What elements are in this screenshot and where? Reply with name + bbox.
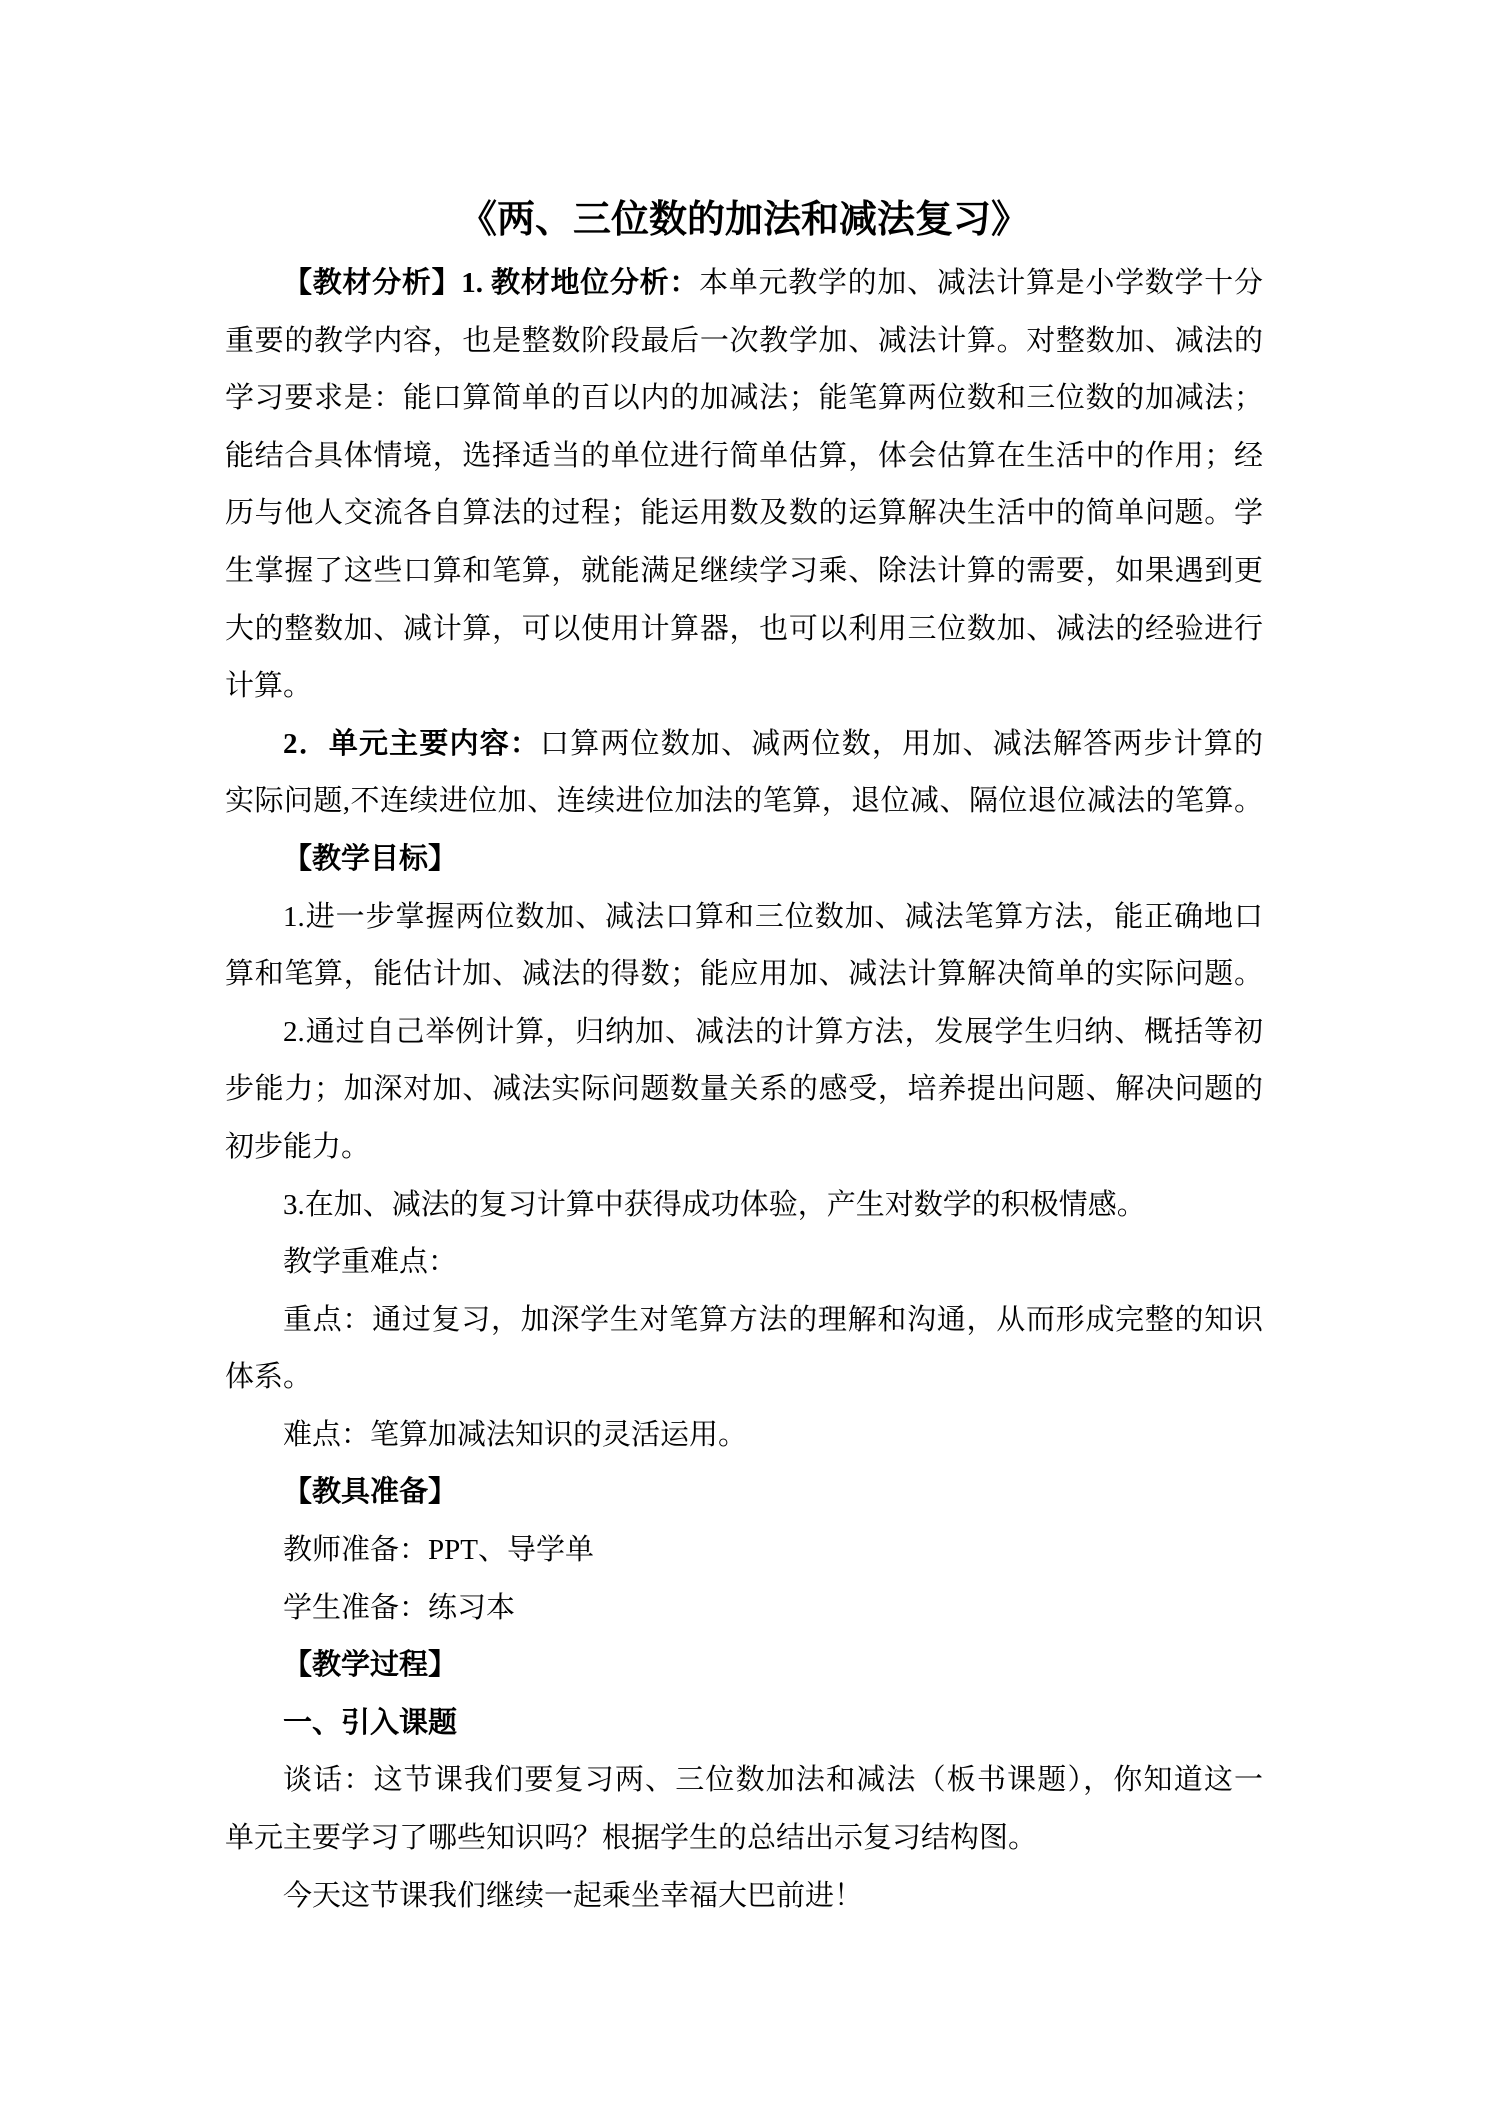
text-line (225, 485, 1263, 543)
text-run: 实际问题,不连续进位加、连续进位加法的笔算，退位减、隔位退位减法的笔算。 (225, 785, 1263, 818)
text-run: 重点：通过复习，加深学生对笔算方法的理解和沟通，从而形成完整的知识 (283, 1303, 1263, 1336)
text-line (225, 1580, 1263, 1638)
text-line (225, 1004, 1263, 1062)
text-line (225, 1349, 1263, 1407)
text-line (225, 370, 1263, 428)
text-line (225, 889, 1263, 947)
text-run: 教师准备：PPT、导学单 (283, 1534, 594, 1567)
text-run: 能结合具体情境，选择适当的单位进行简单估算，体会估算在生活中的作用；经 (225, 439, 1263, 472)
text-line (225, 658, 1263, 716)
text-run: 3.在加、减法的复习计算中获得成功体验，产生对数学的积极情感。 (283, 1188, 1146, 1221)
text-line (225, 1234, 1263, 1292)
text-line (225, 716, 1263, 774)
text-line (225, 1868, 1263, 1926)
text-line (225, 1177, 1263, 1235)
text-run: 口算两位数加、减两位数，用加、减法解答两步计算的 (540, 727, 1263, 760)
text-line (225, 1752, 1263, 1810)
text-run: 学生准备：练习本 (283, 1591, 516, 1624)
text-run-bold: 【教具准备】 (283, 1476, 458, 1509)
text-run: 2.通过自己举例计算，归纳加、减法的计算方法，发展学生归纳、概括等初 (283, 1015, 1263, 1048)
text-run: 初步能力。 (225, 1130, 371, 1163)
text-line (225, 543, 1263, 601)
text-run-bold: 【教学目标】 (283, 842, 458, 875)
text-run: 学习要求是：能口算简单的百以内的加减法；能笔算两位数和三位数的加减法； (225, 382, 1263, 415)
text-line (225, 1407, 1263, 1465)
text-run: 单元主要学习了哪些知识吗？根据学生的总结出示复习结构图。 (225, 1822, 1038, 1855)
text-run: 计算。 (225, 670, 313, 703)
text-run: 生掌握了这些口算和笔算，就能满足继续学习乘、除法计算的需要，如果遇到更 (225, 554, 1263, 587)
text-line (225, 831, 1263, 889)
document-body (225, 255, 1263, 1925)
text-run-bold: 【教学过程】 (283, 1649, 458, 1682)
text-run-bold: 2．单元主要内容： (283, 727, 541, 760)
document-content (225, 185, 1263, 1925)
text-run: 步能力；加深对加、减法实际问题数量关系的感受，培养提出问题、解决问题的 (225, 1073, 1263, 1106)
document-title: 《两、三位数的加法和减法复习》 (458, 199, 1029, 241)
text-run: 1.进一步掌握两位数加、减法口算和三位数加、减法笔算方法，能正确地口 (283, 900, 1263, 933)
text-line (225, 1292, 1263, 1350)
text-line (225, 1695, 1263, 1753)
text-run: 历与他人交流各自算法的过程；能运用数及数的运算解决生活中的简单问题。学 (225, 497, 1263, 530)
text-run: 谈话：这节课我们要复习两、三位数加法和减法（板书课题），你知道这一 (283, 1764, 1263, 1797)
text-line (225, 313, 1263, 371)
text-run: 大的整数加、减计算，可以使用计算器，也可以利用三位数加、减法的经验进行 (225, 612, 1263, 645)
text-line (225, 601, 1263, 659)
text-run: 今天这节课我们继续一起乘坐幸福大巴前进！ (283, 1879, 864, 1912)
text-run: 体系。 (225, 1361, 313, 1394)
text-run: 重要的教学内容，也是整数阶段最后一次教学加、减法计算。对整数加、减法的 (225, 324, 1263, 357)
text-line (225, 1119, 1263, 1177)
text-line (225, 1810, 1263, 1868)
text-run: 教学重难点： (283, 1246, 458, 1279)
text-line (225, 428, 1263, 486)
text-line (225, 1522, 1263, 1580)
text-run-bold: 【教材分析】1. 教材地位分析： (283, 267, 700, 299)
text-run: 算和笔算，能估计加、减法的得数；能应用加、减法计算解决简单的实际问题。 (225, 958, 1263, 991)
text-line (225, 946, 1263, 1004)
text-line (225, 773, 1263, 831)
text-line (225, 255, 1263, 313)
text-line (225, 1637, 1263, 1695)
text-line (225, 1464, 1263, 1522)
text-run-bold: 一、引入课题 (283, 1706, 458, 1739)
text-line (225, 1061, 1263, 1119)
text-run: 难点：笔算加减法知识的灵活运用。 (283, 1418, 748, 1451)
text-run: 本单元教学的加、减法计算是小学数学十分 (699, 267, 1263, 299)
